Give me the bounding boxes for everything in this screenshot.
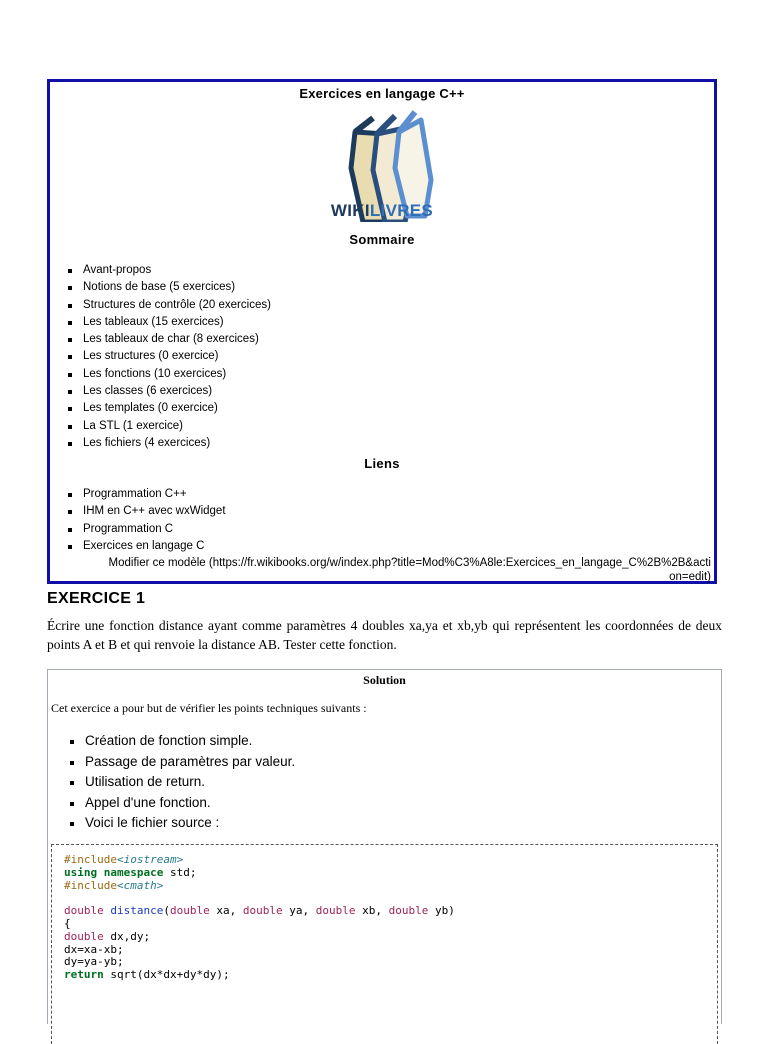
- solution-box: [47, 669, 722, 1024]
- navbox: [47, 79, 717, 584]
- sommaire-item[interactable]: Les tableaux (15 exercices): [50, 314, 271, 331]
- sommaire-item[interactable]: Les structures (0 exercice): [50, 348, 271, 365]
- modifier-link[interactable]: Modifier ce modèle (https://fr.wikibooks.org/w/index.php?title=Mod%C3%A8le:Exercices_en_langage_C%2B%2B&acti on=edit): [108, 557, 711, 583]
- sommaire-item[interactable]: Les classes (6 exercices): [50, 383, 271, 400]
- code-block: [51, 844, 718, 1044]
- exercise-statement: Écrire une fonction distance ayant comme paramètres 4 doubles xa,ya et xb,yb qui représentent les coordonnées de deux points A et B et qui renvoie la distance AB. Tester cette fonction.: [47, 618, 722, 652]
- solution-point: Passage de paramètres par valeur.: [48, 752, 295, 773]
- navbox-title: Exercices en langage C++: [299, 86, 465, 101]
- liens-item[interactable]: Programmation C: [50, 521, 226, 538]
- solution-points: [48, 731, 295, 834]
- sommaire-item[interactable]: Les templates (0 exercice): [50, 400, 271, 417]
- solution-point: Voici le fichier source :: [48, 813, 295, 834]
- sommaire-item[interactable]: Structures de contrôle (20 exercices): [50, 297, 271, 314]
- solution-point: Création de fonction simple.: [48, 731, 295, 752]
- liens-item[interactable]: Programmation C++: [50, 486, 226, 503]
- sommaire-item[interactable]: La STL (1 exercice): [50, 418, 271, 435]
- sommaire-item[interactable]: Avant-propos: [50, 262, 271, 279]
- liens-item[interactable]: IHM en C++ avec wxWidget: [50, 503, 226, 520]
- sommaire-item[interactable]: Les tableaux de char (8 exercices): [50, 331, 271, 348]
- logo-wordmark: WIKILIVRES: [330, 201, 434, 220]
- sommaire-item[interactable]: Notions de base (5 exercices): [50, 279, 271, 296]
- source-code: #include<iostream> using namespace std; #include<cmath> double distance(double xa, double ya, double xb, double yb) { double dx,dy; dx=xa-xb; dy=ya-yb; return sqrt(dx*dx+dy*dy);: [64, 853, 455, 982]
- sommaire-item[interactable]: Les fonctions (10 exercices): [50, 366, 271, 383]
- sommaire-item[interactable]: Les fichiers (4 exercices): [50, 435, 271, 452]
- solution-point: Appel d'une fonction.: [48, 793, 295, 814]
- liens-heading: Liens: [364, 456, 400, 471]
- exercise-title: EXERCICE 1: [47, 590, 146, 607]
- liens-item[interactable]: Exercices en langage C: [50, 538, 226, 555]
- sommaire-list: [50, 262, 271, 452]
- solution-intro: Cet exercice a pour but de vérifier les points techniques suivants :: [51, 701, 367, 715]
- solution-point: Utilisation de return.: [48, 772, 295, 793]
- liens-list: [50, 486, 226, 555]
- sommaire-heading: Sommaire: [349, 232, 415, 247]
- solution-title[interactable]: Solution: [363, 673, 406, 687]
